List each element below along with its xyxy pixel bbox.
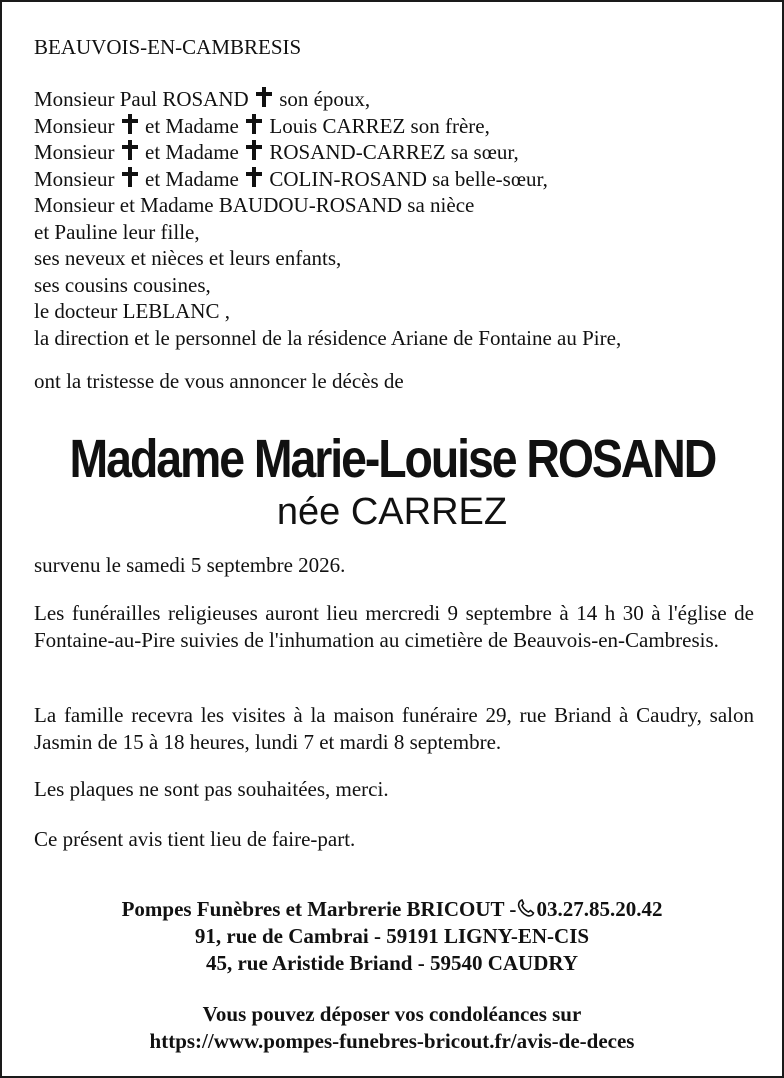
family-text: la direction et le personnel de la résidence Ariane de Fontaine au Pire, (34, 325, 622, 350)
death-date: survenu le samedi 5 septembre 2026. (34, 553, 346, 577)
family-text: le docteur LEBLANC , (34, 299, 230, 323)
family-text: Monsieur Paul ROSAND (34, 87, 249, 111)
family-line (34, 166, 754, 193)
phone-number: 03.27.85.20.42 (536, 897, 663, 921)
family-text: ses neveux et nièces et leurs enfants, (34, 246, 342, 270)
family-text: et Madame (145, 166, 239, 191)
cross-icon (122, 166, 138, 188)
deceased-block (2, 426, 782, 534)
funeral-details: Les funérailles religieuses auront lieu mercredi 9 septembre à 14 h 30 à l'église de Fontaine-au-Pire suivies de l'inhumation au cimetière de Beauvois-en-Cambresis. (34, 601, 754, 652)
family-text: ses cousins cousines, (34, 272, 211, 297)
funeral-home-name: Pompes Funèbres et Marbrerie BRICOUT - (121, 897, 517, 921)
cross-icon (246, 166, 262, 188)
family-text: son époux, (279, 87, 371, 111)
town-heading: BEAUVOIS-EN-CAMBRESIS (34, 35, 302, 59)
family-text: ROSAND-CARREZ sa sœur, (269, 140, 519, 164)
family-line (34, 219, 754, 246)
telephone-icon (516, 898, 536, 918)
notice-note: Ce présent avis tient lieu de faire-part. (34, 827, 356, 851)
plaques-note: Les plaques ne sont pas souhaitées, merci. (34, 777, 389, 801)
family-text: Monsieur (34, 113, 115, 138)
funeral-home-line (2, 896, 782, 923)
cross-icon (246, 113, 262, 135)
family-text: Monsieur (34, 166, 115, 191)
condolences-text: Vous pouvez déposer vos condoléances sur (202, 1002, 582, 1026)
deceased-name: Madame Marie-Louise ROSAND (69, 429, 715, 489)
condolences-url[interactable]: https://www.pompes-funebres-bricout.fr/avis-de-deces (149, 1029, 635, 1053)
family-line (34, 245, 754, 272)
address-line-2: 45, rue Aristide Briand - 59540 CAUDRY (205, 951, 578, 975)
cross-icon (122, 139, 138, 161)
family-text: COLIN-ROSAND sa belle-sœur, (269, 166, 548, 191)
announcement-text: ont la tristesse de vous annoncer le décès de (34, 369, 404, 393)
family-text: et Madame (145, 113, 239, 138)
cross-icon (246, 139, 262, 161)
family-list (34, 86, 754, 351)
family-text: Monsieur (34, 140, 115, 164)
family-text: Monsieur et Madame BAUDOU-ROSAND sa nièce (34, 193, 475, 217)
family-line (34, 86, 754, 113)
family-text: Louis CARREZ son frère, (269, 113, 490, 138)
family-line (34, 298, 754, 325)
funeral-home-footer (2, 896, 782, 1055)
family-line (34, 272, 754, 299)
maiden-name: née CARREZ (276, 491, 508, 533)
family-text: et Madame (145, 140, 239, 164)
family-line (34, 192, 754, 219)
family-line (34, 325, 754, 352)
cross-icon (256, 86, 272, 108)
family-text: et Pauline leur fille, (34, 219, 200, 244)
address-line-1: 91, rue de Cambrai - 59191 LIGNY-EN-CIS (194, 924, 590, 948)
family-line (34, 139, 754, 166)
visit-details: La famille recevra les visites à la maison funéraire 29, rue Briand à Caudry, salon Jasmin de 15 à 18 heures, lundi 7 et mardi 8 septembre. (34, 703, 754, 754)
family-line (34, 113, 754, 140)
cross-icon (122, 113, 138, 135)
